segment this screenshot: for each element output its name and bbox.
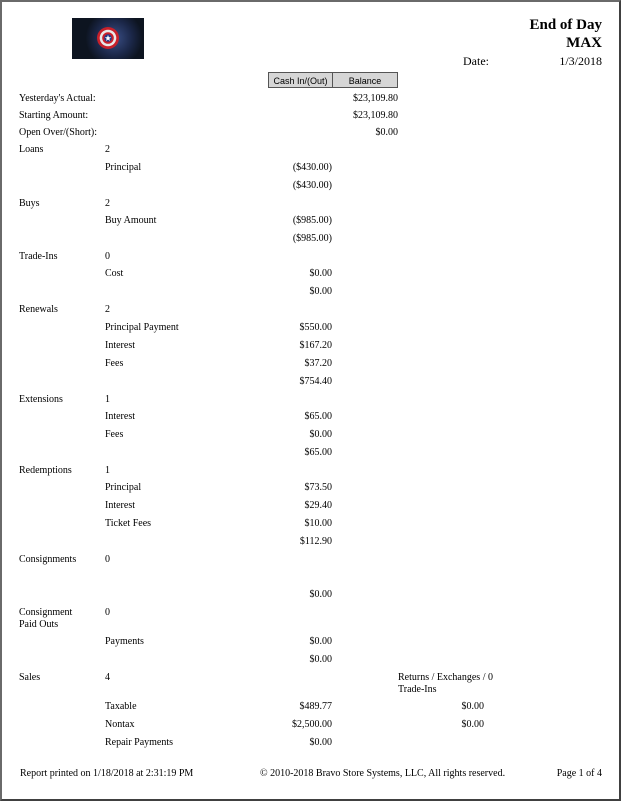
section-total: $0.00 (309, 286, 332, 297)
section-name: Extensions (19, 394, 63, 405)
line-item-label: Principal Payment (105, 322, 179, 333)
line-item-cash: $65.00 (304, 411, 332, 422)
section-total: $112.90 (299, 536, 332, 547)
line-item-label: Buy Amount (105, 215, 157, 226)
section-name: Redemptions (19, 465, 72, 476)
column-header-balance: Balance (332, 72, 398, 88)
line-item-cash: $73.50 (304, 482, 332, 493)
section-total: ($430.00) (292, 180, 332, 191)
section-count: 4 (105, 672, 110, 683)
section-total: $65.00 (304, 447, 332, 458)
line-item-label: Repair Payments (105, 737, 174, 748)
line-item-label: Interest (105, 500, 135, 511)
section-name: Trade-Ins (19, 251, 58, 262)
line-item-cash: $29.40 (304, 500, 332, 511)
section-name-cont: Paid Outs (19, 619, 59, 630)
line-item-cash: $167.20 (299, 340, 332, 351)
section-total: ($985.00) (292, 233, 332, 244)
line-item-returns: $0.00 (461, 719, 484, 730)
summary-balance: $0.00 (375, 127, 398, 138)
line-item-cash: $489.77 (299, 701, 332, 712)
section-name: Sales (19, 672, 41, 683)
line-item-cash: $37.20 (304, 358, 332, 369)
company-logo (72, 18, 144, 59)
line-item-cash: $0.00 (309, 636, 332, 647)
line-item-cash: $0.00 (309, 268, 332, 279)
line-item-label: Fees (105, 429, 124, 440)
report-title-line1: End of Day (529, 17, 602, 33)
report-store-name: MAX (566, 35, 602, 51)
date-value: 1/3/2018 (559, 54, 602, 68)
line-item-cash: $0.00 (309, 737, 332, 748)
footer-printed: Report printed on 1/18/2018 at 2:31:19 PM (20, 768, 194, 779)
section-count: 0 (105, 251, 110, 262)
line-item-cash: $550.00 (299, 322, 332, 333)
section-name: Consignment (19, 607, 73, 618)
line-item-label: Payments (105, 636, 144, 647)
section-count: 2 (105, 304, 110, 315)
line-item-cash: $2,500.00 (292, 719, 332, 730)
section-name: Loans (19, 144, 44, 155)
summary-label: Yesterday's Actual: (19, 93, 96, 104)
line-item-label: Principal (105, 162, 142, 173)
line-item-label: Principal (105, 482, 142, 493)
section-count: 1 (105, 394, 110, 405)
section-name: Consignments (19, 554, 77, 565)
line-item-cash: $10.00 (304, 518, 332, 529)
section-total: $754.40 (299, 376, 332, 387)
line-item-label: Ticket Fees (105, 518, 152, 529)
line-item-label: Taxable (105, 701, 137, 712)
section-count: 0 (105, 554, 110, 565)
line-item-label: Interest (105, 411, 135, 422)
summary-label: Open Over/(Short): (19, 127, 98, 138)
summary-balance: $23,109.80 (353, 110, 398, 121)
section-count: 0 (105, 607, 110, 618)
line-item-cash: ($985.00) (292, 215, 332, 226)
line-item-returns: $0.00 (461, 701, 484, 712)
section-total: $0.00 (309, 589, 332, 600)
line-item-cash: ($430.00) (292, 162, 332, 173)
footer-page-number: Page 1 of 4 (556, 768, 602, 779)
line-item-label: Interest (105, 340, 135, 351)
section-count: 2 (105, 144, 110, 155)
section-name: Buys (19, 198, 40, 209)
returns-header: Returns / Exchanges / 0 (398, 672, 493, 683)
section-count: 2 (105, 198, 110, 209)
section-total: $0.00 (309, 654, 332, 665)
line-item-label: Nontax (105, 719, 135, 730)
section-count: 1 (105, 465, 110, 476)
line-item-label: Fees (105, 358, 124, 369)
line-item-cash: $0.00 (309, 429, 332, 440)
summary-balance: $23,109.80 (353, 93, 398, 104)
footer-copyright: © 2010-2018 Bravo Store Systems, LLC, All rights reserved. (260, 768, 506, 779)
line-item-label: Cost (105, 268, 124, 279)
column-header-cash: Cash In/(Out) (268, 72, 333, 88)
date-label: Date: (463, 54, 489, 68)
section-name: Renewals (19, 304, 58, 315)
returns-header-cont: Trade-Ins (398, 684, 437, 695)
summary-label: Starting Amount: (19, 110, 89, 121)
report-title (529, 16, 602, 52)
